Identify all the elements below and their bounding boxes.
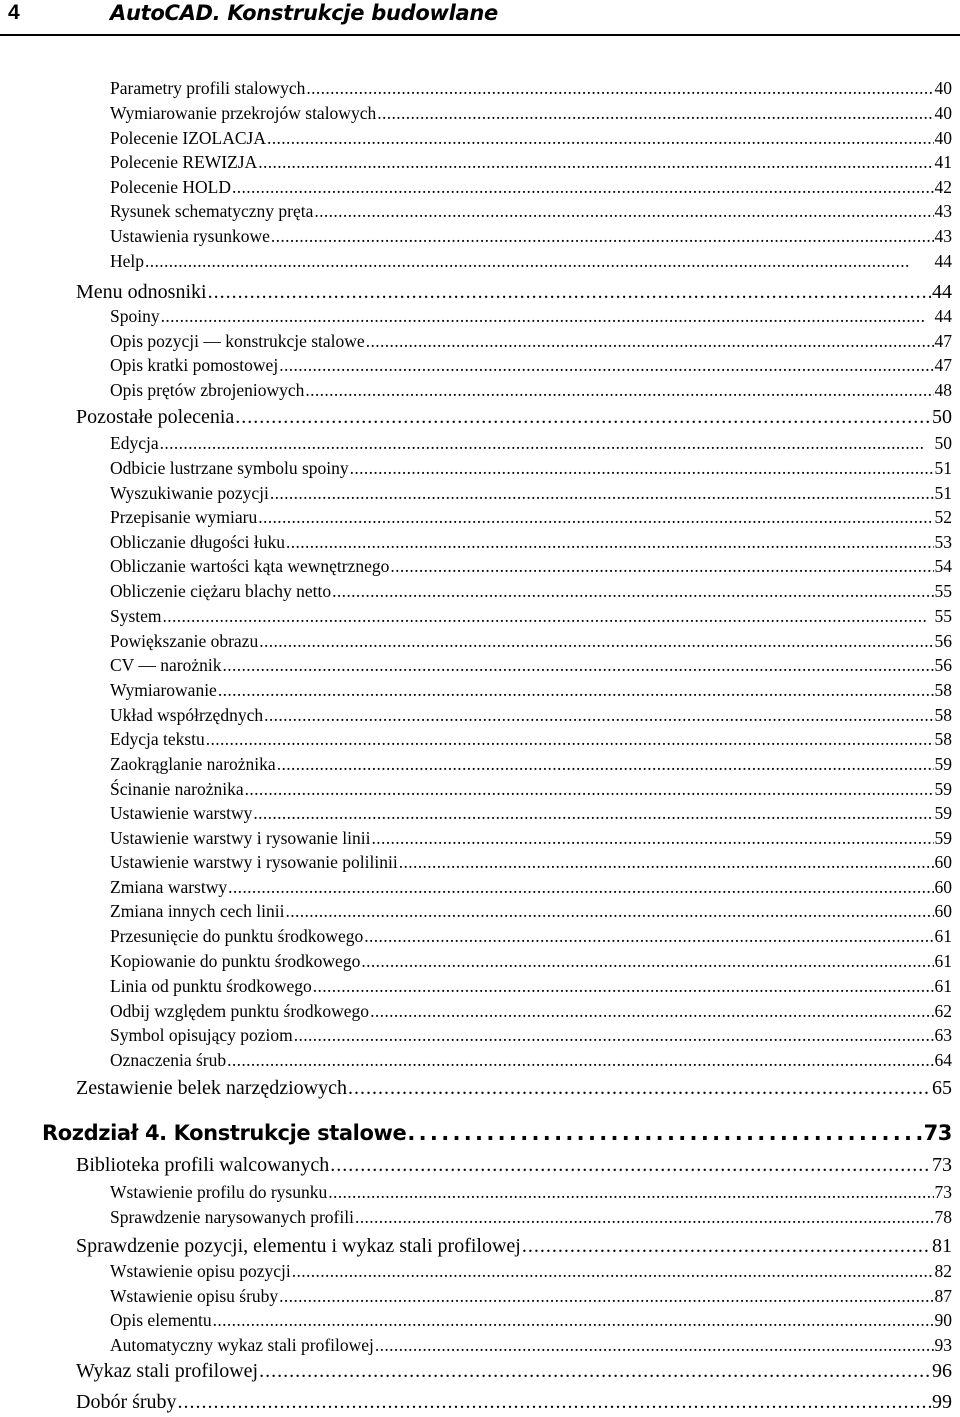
toc-entry-title: Pozostałe polecenia [76,406,235,428]
toc-entry-page: 40 [934,128,952,148]
dot-leader [206,728,934,750]
toc-entry-page: 64 [934,1050,952,1070]
dot-leader [208,280,931,304]
toc-entry-page: 59 [934,779,952,799]
toc-section [76,1359,952,1383]
toc-entry-title: Biblioteka profili walcowanych [76,1154,330,1176]
toc-entry-title: Wstawienie profilu do rysunku [110,1182,328,1202]
dot-leader [377,102,933,124]
toc-entry-page: 43 [934,201,952,221]
toc-entry-page: 61 [934,926,952,946]
toc-subsection [110,1309,952,1331]
dot-leader [267,127,933,149]
toc-chapter [42,1120,952,1146]
toc-section [76,1390,952,1414]
dot-leader [294,1024,934,1046]
toc-subsection [110,950,952,972]
toc-entry-title: Kopiowanie do punktu środkowego [110,951,361,971]
toc-entry-page: 62 [934,1001,952,1021]
toc-entry-title: Ścinanie narożnika [110,779,244,799]
dot-leader [232,176,933,198]
toc-entry-title: Układ współrzędnych [110,705,264,725]
toc-subsection [110,506,952,528]
toc-subsection [110,753,952,775]
toc-entry-title: Menu odnosniki [76,281,207,303]
toc-entry-page: 44 [934,306,952,326]
toc-subsection [110,330,952,352]
dot-leader [227,1049,933,1071]
dot-leader [305,379,933,401]
toc-entry-page: 41 [934,152,952,172]
toc-subsection [110,250,952,272]
toc-entry-title: Polecenie IZOLACJA [110,128,267,148]
dot-leader [330,1153,931,1177]
dot-leader [253,802,933,824]
toc-entry-page: 55 [934,606,952,626]
dot-leader [264,704,933,726]
toc-entry-title: Polecenie HOLD [110,177,232,197]
toc-entry-page: 43 [934,226,952,246]
dot-leader [259,630,933,652]
toc-entry-title: Opis kratki pomostowej [110,355,279,375]
toc-entry-title: Ustawienie warstwy [110,803,253,823]
toc-subsection [110,876,952,898]
toc-entry-page: 73 [934,1182,952,1202]
dot-leader [279,354,933,376]
toc-subsection [110,778,952,800]
dot-leader [163,605,934,627]
toc-entry-page: 99 [932,1391,952,1413]
toc-entry-title: Edycja tekstu [110,729,205,749]
dot-leader [235,405,931,429]
toc-entry-page: 58 [934,680,952,700]
toc-entry-title: Dobór śruby [76,1391,177,1413]
dot-leader [522,1234,931,1258]
toc-subsection [110,1181,952,1203]
toc-subsection [110,975,952,997]
toc-entry-title: Obliczanie wartości kąta wewnętrznego [110,556,390,576]
toc-entry-title: Sprawdzenie pozycji, elementu i wykaz stali profilowej [76,1235,521,1257]
toc-subsection [110,925,952,947]
toc-entry-page: 63 [934,1025,952,1045]
toc-entry-page: 56 [934,655,952,675]
toc-subsection [110,482,952,504]
toc-subsection [110,457,952,479]
toc-entry-page: 51 [934,483,952,503]
toc-entry-page: 78 [934,1207,952,1227]
toc-subsection [110,151,952,173]
toc-entry-page: 90 [934,1310,952,1330]
toc-entry-page: 59 [934,754,952,774]
toc-entry-title: Opis prętów zbrojeniowych [110,380,305,400]
toc-entry-page: 93 [934,1335,952,1355]
dot-leader [270,482,934,504]
toc-entry-title: Ustawienia rysunkowe [110,226,270,246]
toc-subsection [110,1206,952,1228]
toc-entry-page: 40 [934,103,952,123]
toc-subsection [110,305,952,327]
toc-subsection [110,1000,952,1022]
dot-leader [178,1390,931,1414]
toc-entry-page: 58 [934,705,952,725]
toc-subsection [110,802,952,824]
toc-section [76,405,952,429]
toc-subsection [110,77,952,99]
book-title: AutoCAD. Konstrukcje budowlane [110,1,498,25]
toc-entry-title: Powiększanie obrazu [110,631,259,651]
toc-subsection [110,1049,952,1071]
toc-entry-title: Sprawdzenie narysowanych profili [110,1207,354,1227]
dot-leader [222,654,933,676]
dot-leader [228,876,933,898]
toc-entry-page: 40 [934,78,952,98]
toc-subsection [110,354,952,376]
toc-entry-title: Ustawienie warstwy i rysowanie linii [110,828,371,848]
toc-subsection [110,630,952,652]
toc-entry-title: System [110,606,162,626]
toc-section [76,1153,952,1177]
toc-subsection [110,679,952,701]
toc-subsection [110,555,952,577]
dot-leader [259,1359,931,1383]
dot-leader [399,851,934,873]
toc-entry-page: 60 [934,877,952,897]
toc-subsection [110,580,952,602]
toc-entry-title: Rysunek schematyczny pręta [110,201,314,221]
toc-entry-title: Wstawienie opisu śruby [110,1286,279,1306]
toc-subsection [110,176,952,198]
dot-leader [390,555,933,577]
toc-entry-page: 87 [934,1286,952,1306]
toc-entry-title: Zaokrąglanie narożnika [110,754,276,774]
toc-subsection [110,432,952,454]
toc-entry-page: 59 [934,828,952,848]
toc-entry-title: Wyszukiwanie pozycji [110,483,269,503]
toc-subsection [110,1285,952,1307]
dot-leader [271,225,934,247]
toc-entry-page: 50 [934,433,952,453]
dot-leader [285,900,933,922]
toc-entry-page: 50 [932,406,952,428]
toc-entry-page: 73 [923,1121,952,1145]
dot-leader [292,1260,934,1282]
dot-leader [218,679,934,701]
toc-entry-page: 61 [934,976,952,996]
toc-subsection [110,654,952,676]
toc-subsection [110,1334,952,1356]
toc-entry-title: Rozdział 4. Konstrukcje stalowe [42,1121,407,1145]
toc-entry-page: 48 [934,380,952,400]
toc-entry-title: Obliczanie długości łuku [110,532,285,552]
dot-leader [213,1309,934,1331]
toc-entry-page: 47 [934,331,952,351]
toc-subsection [110,225,952,247]
toc-entry-title: Opis pozycji — konstrukcje stalowe [110,331,365,351]
toc-entry-page: 81 [932,1235,952,1257]
toc-subsection [110,900,952,922]
toc-entry-page: 51 [934,458,952,478]
toc-entry-page: 82 [934,1261,952,1281]
toc-entry-title: Wykaz stali profilowej [76,1360,259,1382]
toc-section [76,1234,952,1258]
toc-entry-title: Obliczenie ciężaru blachy netto [110,581,332,601]
dot-leader [348,1076,931,1100]
toc-section [76,1076,952,1100]
toc-entry-title: Edycja [110,433,159,453]
toc-subsection [110,102,952,124]
toc-subsection [110,379,952,401]
dot-leader [375,1334,934,1356]
dot-leader [160,432,934,454]
toc-entry-title: CV — narożnik [110,655,222,675]
toc-subsection [110,851,952,873]
toc-entry-title: Parametry profili stalowych [110,78,306,98]
page-number: 4 [8,1,20,24]
toc-subsection [110,127,952,149]
toc-entry-page: 60 [934,901,952,921]
toc-entry-title: Zestawienie belek narzędziowych [76,1077,347,1099]
dot-leader [279,1285,933,1307]
toc-entry-title: Wymiarowanie przekrojów stalowych [110,103,377,123]
dot-leader [145,250,933,272]
toc-entry-title: Odbij względem punktu środkowego [110,1001,370,1021]
toc-entry-page: 60 [934,852,952,872]
dot-leader [286,531,934,553]
toc-entry-page: 61 [934,951,952,971]
dot-leader [245,778,934,800]
toc-entry-title: Wymiarowanie [110,680,217,700]
dot-leader [328,1181,933,1203]
toc-entry-title: Zmiana warstwy [110,877,228,897]
toc-entry-title: Ustawienie warstwy i rysowanie polilinii [110,852,398,872]
toc-entry-title: Przepisanie wymiaru [110,507,258,527]
toc-entry-title: Spoiny [110,306,160,326]
toc-subsection [110,1260,952,1282]
toc-entry-title: Oznaczenia śrub [110,1050,227,1070]
dot-leader [350,457,934,479]
toc-entry-page: 47 [934,355,952,375]
dot-leader [258,151,933,173]
dot-leader [277,753,934,775]
toc-entry-page: 58 [934,729,952,749]
page-header [0,0,960,36]
toc-entry-page: 55 [934,581,952,601]
toc-entry-page: 52 [934,507,952,527]
toc-entry-title: Polecenie REWIZJA [110,152,258,172]
toc-entry-title: Wstawienie opisu pozycji [110,1261,291,1281]
toc-subsection [110,605,952,627]
toc-entry-page: 56 [934,631,952,651]
dot-leader [313,975,934,997]
toc-entry-title: Linia od punktu środkowego [110,976,312,996]
toc-entry-page: 42 [934,177,952,197]
dot-leader [306,77,933,99]
dot-leader [407,1120,922,1146]
toc-entry-page: 73 [932,1154,952,1176]
dot-leader [332,580,933,602]
dot-leader [364,925,933,947]
toc-subsection [110,531,952,553]
toc-entry-page: 65 [932,1077,952,1099]
toc-subsection [110,728,952,750]
toc-subsection [110,827,952,849]
dot-leader [161,305,934,327]
dot-leader [355,1206,934,1228]
toc-entry-title: Automatyczny wykaz stali profilowej [110,1335,374,1355]
dot-leader [372,827,934,849]
toc-entry-title: Odbicie lustrzane symbolu spoiny [110,458,349,478]
toc-entry-title: Symbol opisujący poziom [110,1025,293,1045]
toc-entry-page: 96 [932,1360,952,1382]
dot-leader [258,506,933,528]
toc-section [76,280,952,304]
toc-entry-title: Przesunięcie do punktu środkowego [110,926,364,946]
toc-subsection [110,704,952,726]
toc-entry-title: Help [110,251,145,271]
toc-subsection [110,200,952,222]
dot-leader [370,1000,933,1022]
dot-leader [366,330,934,352]
toc-entry-page: 44 [932,281,952,303]
toc-entry-page: 54 [934,556,952,576]
toc-subsection [110,1024,952,1046]
toc-entry-title: Opis elementu [110,1310,212,1330]
toc-entry-page: 53 [934,532,952,552]
toc-entry-title: Zmiana innych cech linii [110,901,285,921]
toc-entry-page: 59 [934,803,952,823]
dot-leader [314,200,933,222]
toc-entry-page: 44 [934,251,952,271]
dot-leader [361,950,933,972]
